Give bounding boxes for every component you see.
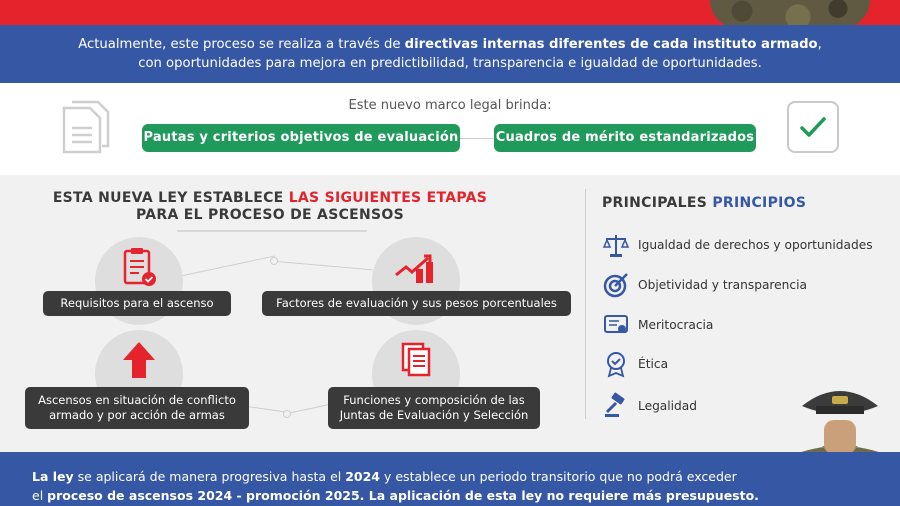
stages-title: ESTA NUEVA LEY ESTABLECE LAS SIGUIENTES ETAPAS PARA EL PROCESO DE ASCENSOS [52,190,488,223]
stage-requirements: Requisitos para el ascenso [43,291,231,316]
footer-banner [0,452,900,506]
pill-connector [455,138,499,139]
stage-connector [277,261,373,270]
checkmark-icon [787,101,839,153]
stage-connector [183,255,275,276]
principle-meritocracy: Meritocracia [602,311,713,339]
intro-line-2: con oportunidades para mejora en predictibilidad, transparencia e igualdad de oportunidades. [138,56,762,71]
merit-tables-pill: Cuadros de mérito estandarizados [494,124,756,152]
intro-line-1: Actualmente, este proceso se realiza a través de directivas internas diferentes de cada instituto armado, [78,37,822,52]
scales-icon [602,231,630,259]
stage-connector-dot [283,410,291,418]
principles-title: PRINCIPALES PRINCIPIOS [602,195,807,211]
section-divider [585,189,586,419]
gavel-icon [602,392,630,420]
criteria-pill: Pautas y criterios objetivos de evaluación [142,124,460,152]
intro-banner [0,25,900,83]
footer-line-2: el proceso de ascensos 2024 - promoción 2025. La aplicación de esta ley no requiere más presupuesto. [32,488,759,503]
principle-objectivity: Objetividad y transparencia [602,271,807,299]
stages-title-underline [177,230,367,232]
legal-framework-section [0,83,900,175]
content-section [0,175,900,452]
principle-equality: Igualdad de derechos y oportunidades [602,231,873,259]
stage-connector-dot [270,257,278,265]
stage-evaluation-boards: Funciones y composición de las Juntas de Evaluación y Selección [328,387,540,429]
camouflage-cap-image [710,0,870,28]
certificate-icon [602,311,630,339]
stage-evaluation-factors: Factores de evaluación y sus pesos porcentuales [262,291,571,316]
principle-legality: Legalidad [602,392,697,420]
footer-line-1: La ley se aplicará de manera progresiva hasta el 2024 y establece un periodo transitorio que no podrá exceder [32,469,737,484]
stage-armed-conflict: Ascensos en situación de conflicto armado y por acción de armas [25,387,249,429]
legal-framework-title: Este nuevo marco legal brinda: [348,98,552,113]
principle-ethics: Ética [602,350,668,378]
target-icon [602,271,630,299]
badge-icon [602,350,630,378]
